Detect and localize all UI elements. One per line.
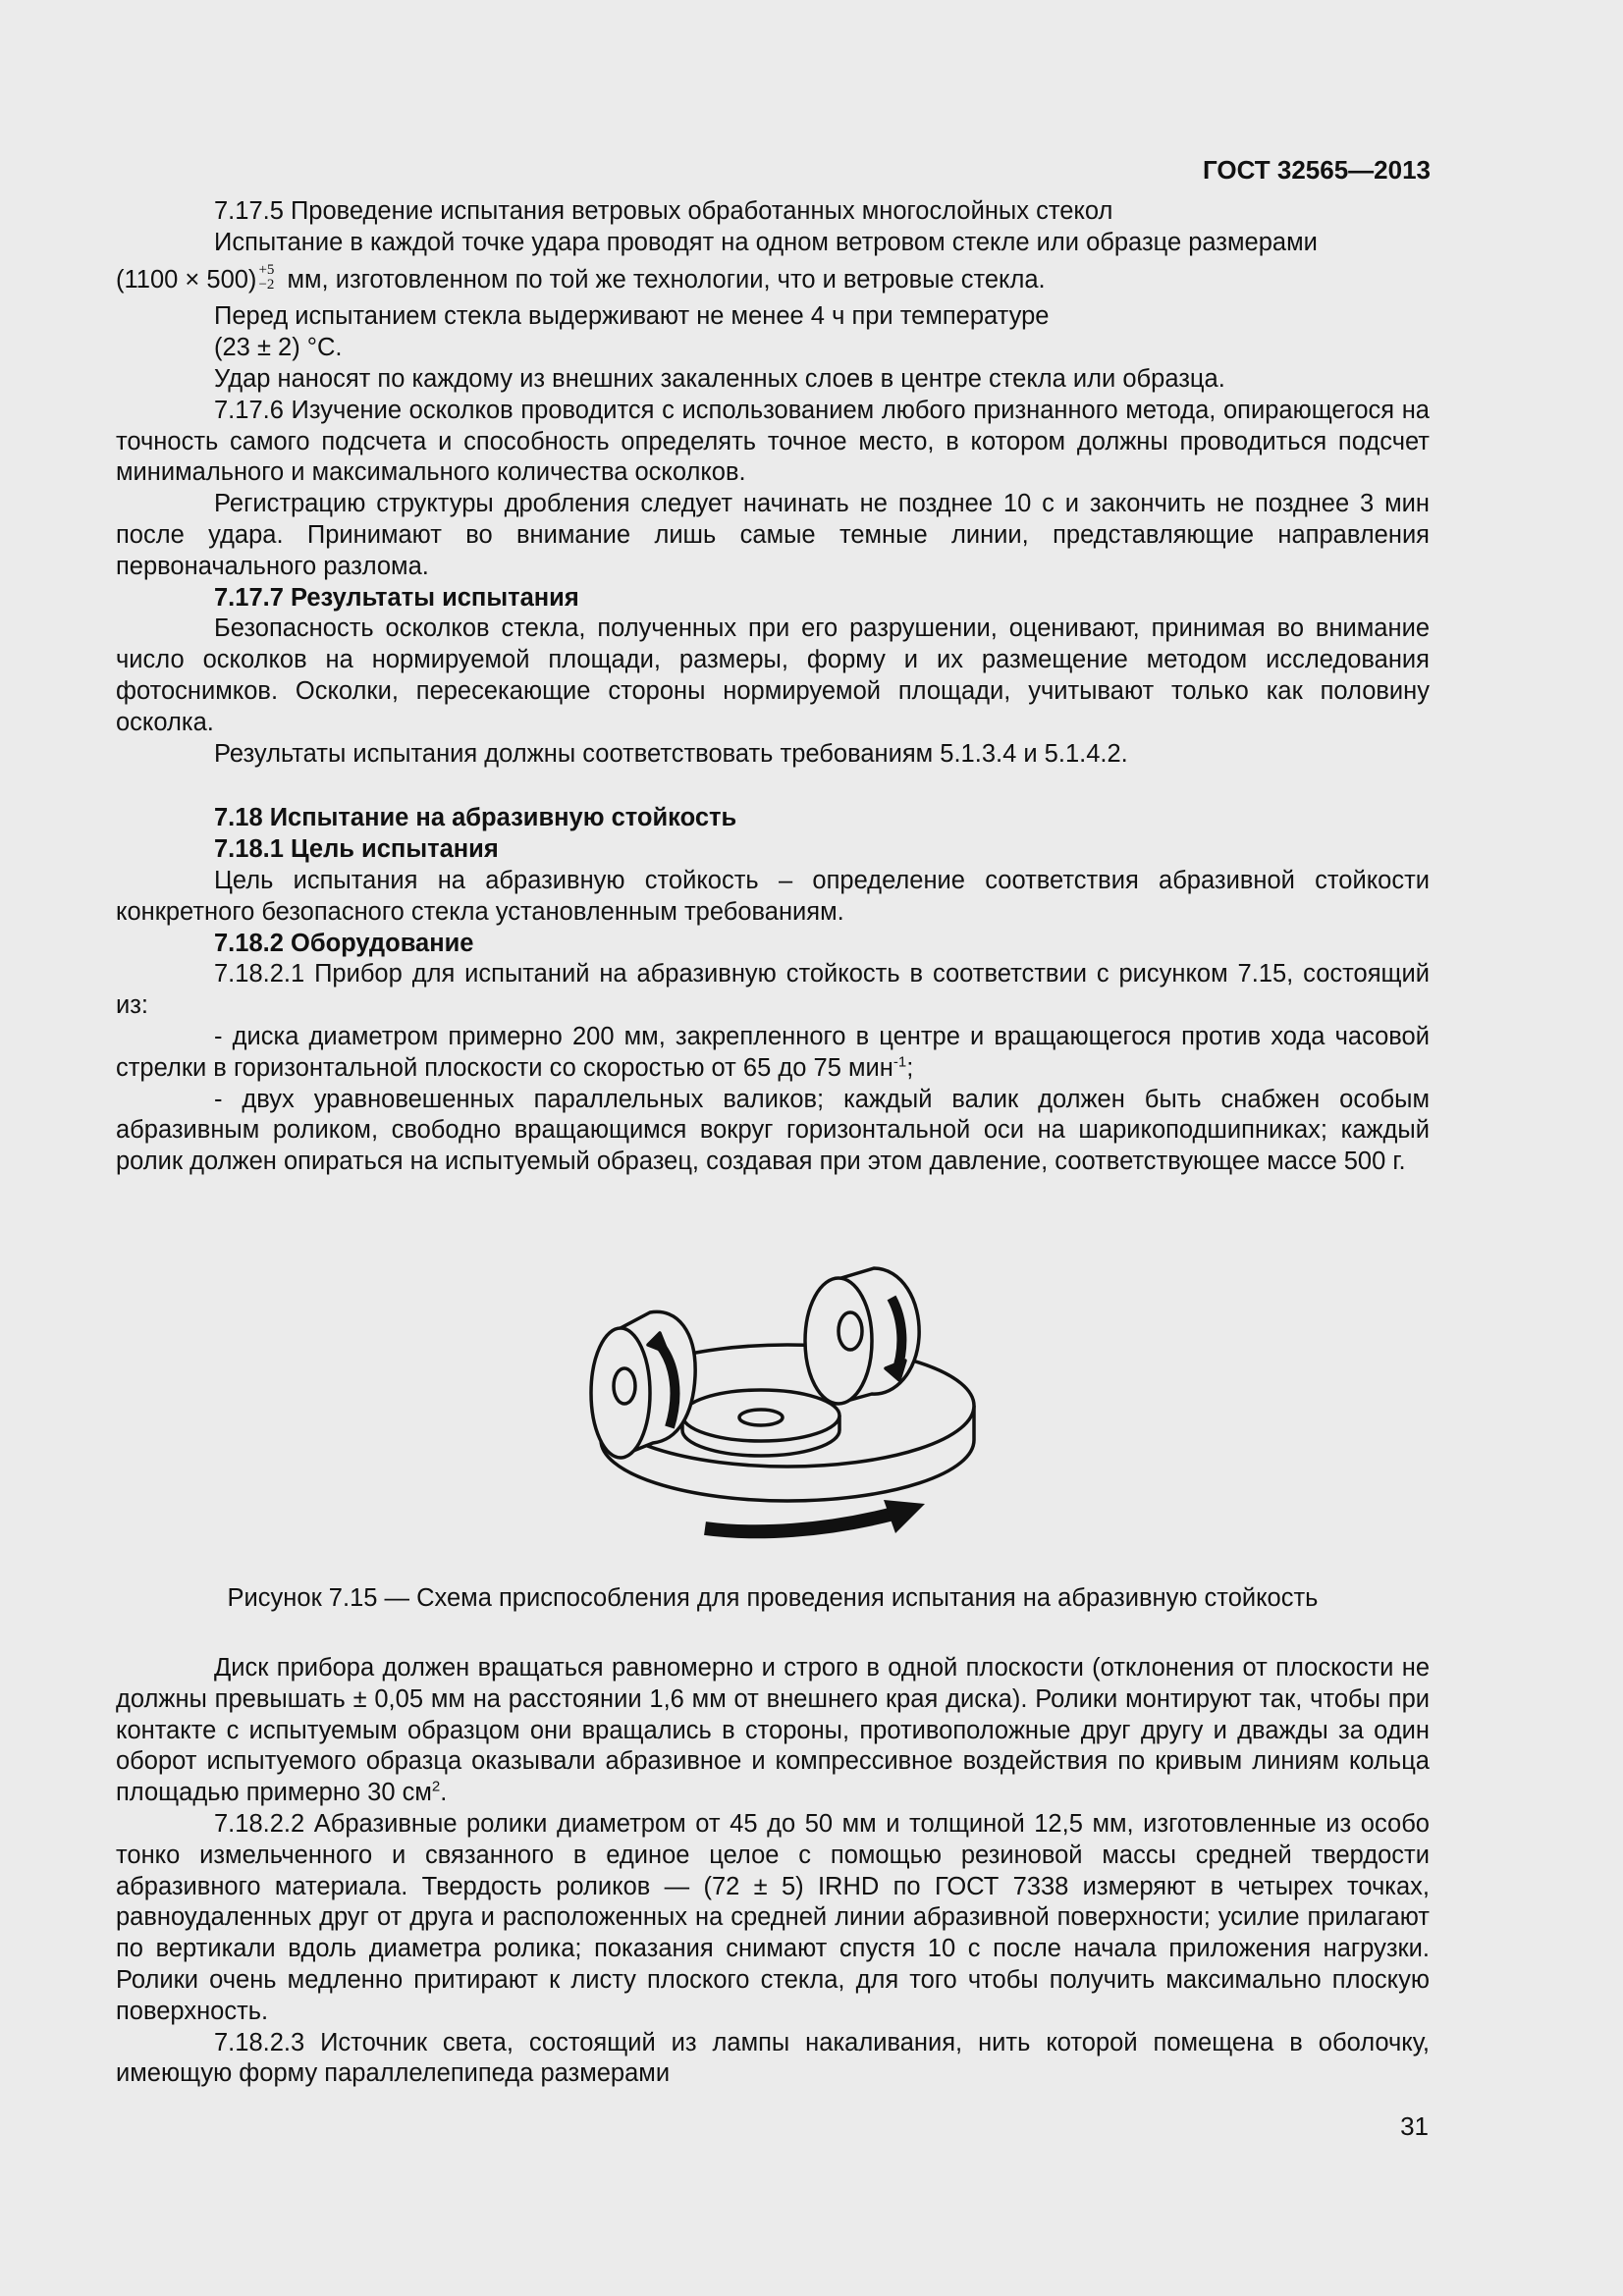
- paragraph: Испытание в каждой точке удара проводят на одном ветровом стекле или образце размерами: [214, 228, 1318, 256]
- paragraph: Регистрацию структуры дробления следует начинать не позднее 10 с и закончить не позднее 3 мин после удара. Принимают во внимание лишь самые темные линии, представляющие направления первоначального разлома.: [116, 490, 1430, 580]
- paragraph: - двух уравновешенных параллельных валиков; каждый валик должен быть снабжен особым абразивным роликом, свободно вращающимся вокруг горизонтальной оси на шарикоподшипниках; каждый ролик должен опираться на испытуемый образец, создавая при этом давление, соответствующее массе 500 г.: [116, 1085, 1430, 1176]
- section-heading: 7.18.1 Цель испытания: [214, 835, 499, 864]
- rotation-arrow: [705, 1514, 893, 1531]
- rotation-arrow-head: [884, 1500, 925, 1533]
- paragraph: 7.18.2.1 Прибор для испытаний на абразивную стойкость в соответствии с рисунком 7.15, состоящий из:: [116, 960, 1430, 1020]
- paragraph: 7.17.6 Изучение осколков проводится с использованием любого признанного метода, опирающегося на точность самого подсчета и способность определять точное место, в котором должны проводиться подсчет минимального и максимального количества осколков.: [116, 396, 1430, 487]
- section-heading: 7.18 Испытание на абразивную стойкость: [214, 804, 737, 832]
- paragraph: Результаты испытания должны соответствовать требованиям 5.1.3.4 и 5.1.4.2.: [214, 739, 1128, 768]
- paragraph: - диска диаметром примерно 200 мм, закрепленного в центре и вращающегося против хода часовой стрелки в горизонтальной плоскости со скоростью от 65 до 75 мин$^{-1}$;: [116, 1022, 1430, 1082]
- figure-caption: Рисунок 7.15 — Схема приспособления для проведения испытания на абразивную стойкость: [227, 1584, 1319, 1612]
- paragraph: 7.17.5 Проведение испытания ветровых обработанных многослойных стекол: [214, 197, 1113, 225]
- page-number: 31: [1400, 2111, 1429, 2141]
- section-heading: 7.17.7 Результаты испытания: [214, 583, 579, 612]
- text-block-lower: [116, 1653, 1430, 2090]
- paragraph: 7.18.2.2 Абразивные ролики диаметром от 45 до 50 мм и толщиной 12,5 мм, изготовленные из особо тонко измельченного и связанного в единое целое с помощью резиновой массы средней твердости абразивного материала. Твердость роликов — (72 ± 5) IRHD по ГОСТ 7338 измеряют в четырех точках, равноудаленных друг от друга и расположенных на средней линии абразивной поверхности; усилие прилагают по вертикали вдоль диаметра ролика; показания снимают спустя 10 с после начала приложения нагрузки. Ролики очень медленно притирают к листу плоского стекла, для того чтобы получить максимально плоскую поверхность.: [116, 1809, 1430, 2025]
- document-header: ГОСТ 32565—2013: [1203, 155, 1431, 185]
- section-heading: 7.18.2 Оборудование: [214, 929, 474, 957]
- paragraph: 7.18.2.3 Источник света, состоящий из лампы накаливания, нить которой помещена в оболочку, имеющую форму параллелепипеда размерами: [116, 2028, 1430, 2088]
- paragraph-dimensions: (1100 × 500) +5 −2 мм, изготовленном по той же технологии, что и ветровые стекла.: [116, 261, 1046, 294]
- paragraph: Удар наносят по каждому из внешних закаленных слоев в центре стекла или образца.: [214, 364, 1225, 393]
- text-block-upper: [116, 196, 1430, 1178]
- paragraph: (23 ± 2) °C.: [214, 334, 343, 362]
- tolerance-fraction: +5 −2: [258, 261, 275, 293]
- paragraph: Диск прибора должен вращаться равномерно и строго в одной плоскости (отклонения от плоскости не должны превышать ± 0,05 мм на расстоянии 1,6 мм от внешнего края диска). Ролики монтируют так, чтобы при контакте с испытуемым образцом они вращались в стороны, противоположные друг другу и дважды за один оборот испытуемого образца оказывали абразивное и компрессивное воздействия по кривым линиям кольца площадью примерно 30 $см^2$.: [116, 1654, 1430, 1807]
- paragraph: Безопасность осколков стекла, полученных при его разрушении, оценивают, принимая во внимание число осколков на нормируемой площади, размеры, форму и их размещение методом исследования фотоснимков. Осколки, пересекающие стороны нормируемой площади, учитывают только как половину осколка.: [116, 614, 1430, 736]
- abrasion-apparatus-figure: [579, 1239, 992, 1573]
- paragraph: Перед испытанием стекла выдерживают не менее 4 ч при температуре: [214, 302, 1050, 331]
- paragraph: Цель испытания на абразивную стойкость – определение соответствия абразивной стойкости конкретного безопасного стекла установленным требованиям.: [116, 866, 1430, 926]
